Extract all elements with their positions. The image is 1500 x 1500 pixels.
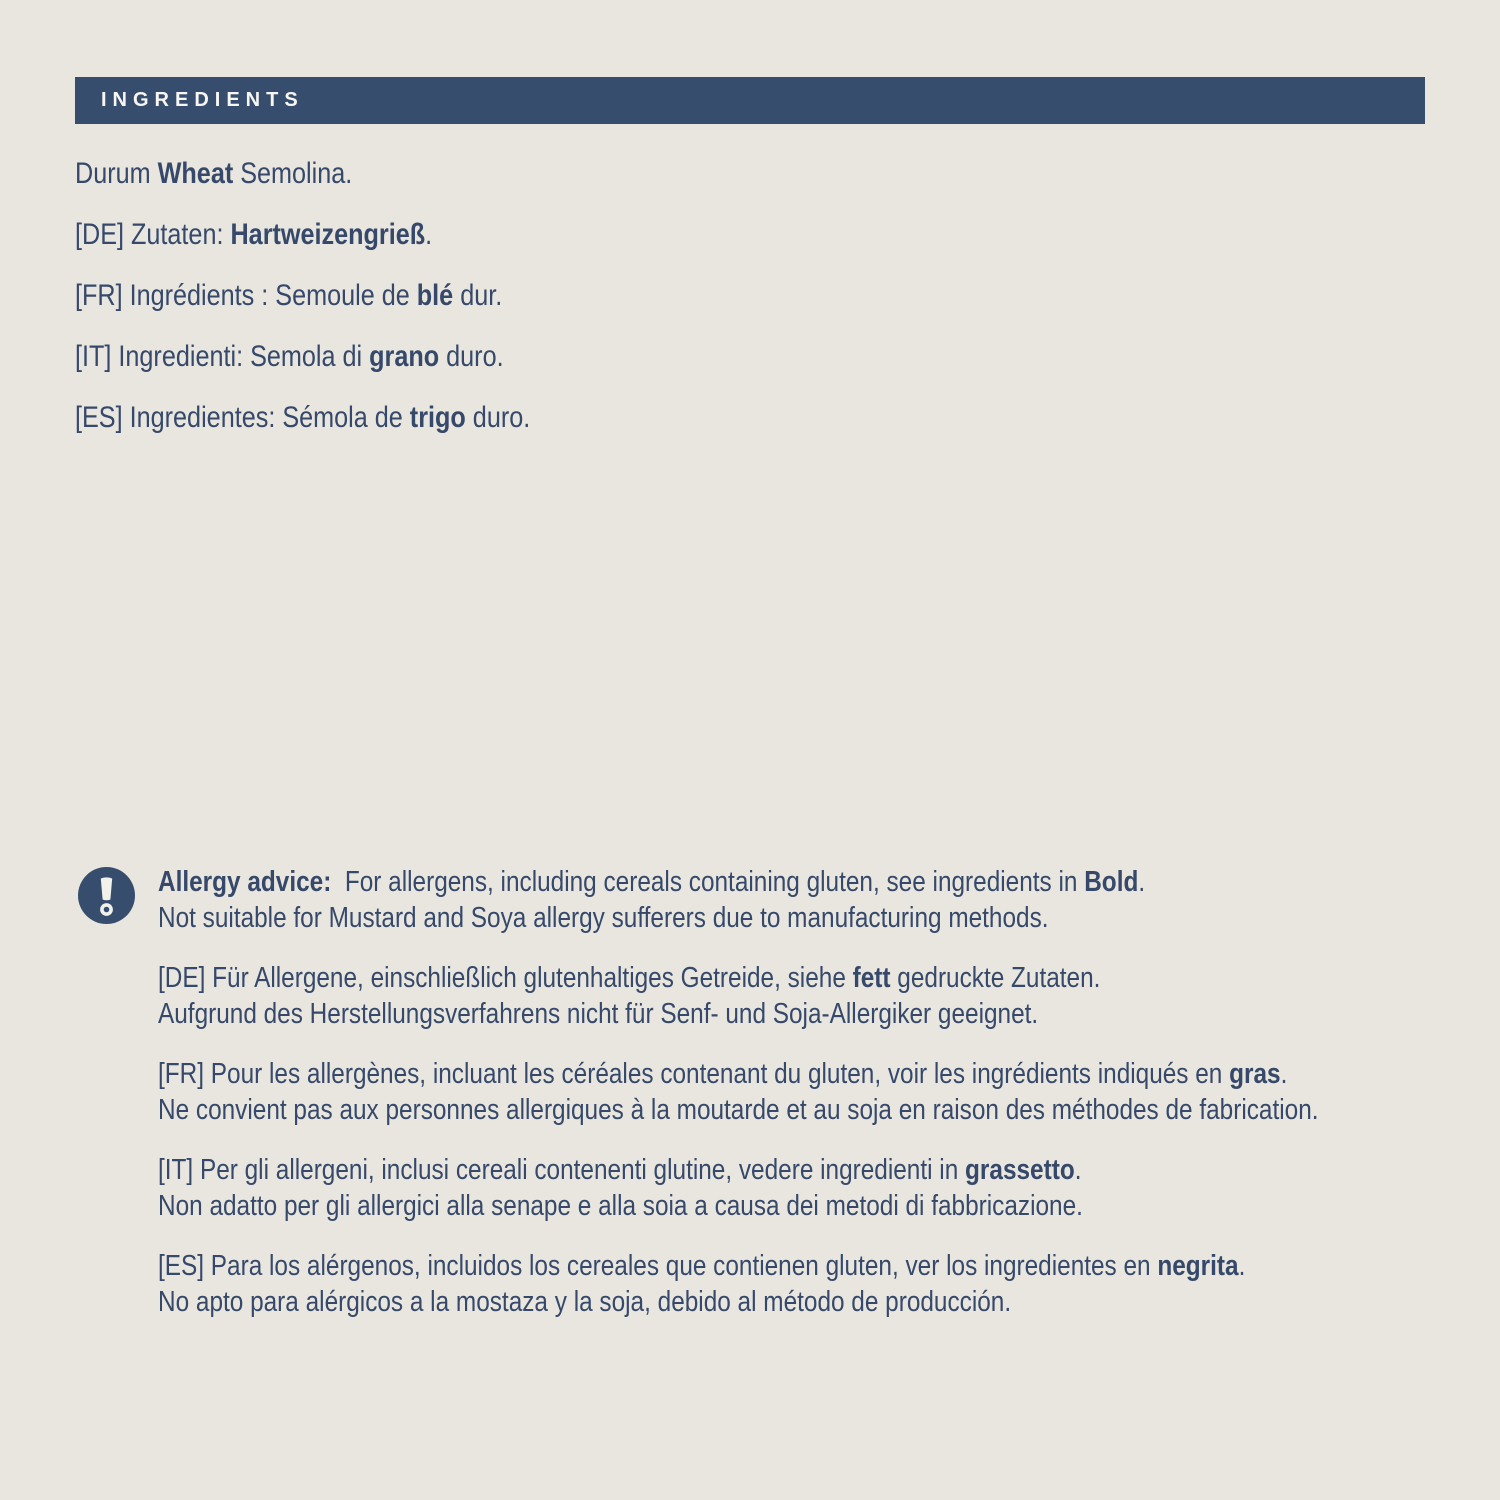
allergy-paragraphs	[158, 864, 1500, 1320]
allergy-paragraph-it	[158, 1152, 1500, 1224]
ingredients-header-bar	[75, 77, 1425, 124]
allergy-it-line-1: [IT] Per gli allergeni, inclusi cereali contenenti glutine, vedere ingredienti in grassetto.	[158, 1154, 1082, 1186]
ingredient-line-es: [ES] Ingredientes: Sémola de trigo duro.	[75, 401, 531, 434]
ingredient-line-it: [IT] Ingredienti: Semola di grano duro.	[75, 340, 504, 373]
allergy-paragraph-fr	[158, 1056, 1500, 1128]
allergy-paragraph-es	[158, 1248, 1500, 1320]
allergy-fr-line-2: Ne convient pas aux personnes allergiques à la moutarde et au soja en raison des méthodes de fabrication.	[158, 1094, 1319, 1126]
ingredient-line-de: [DE] Zutaten: Hartweizengrieß.	[75, 218, 433, 251]
allergy-advice-section	[78, 864, 1500, 1320]
allergy-de-line-1: [DE] Für Allergene, einschließlich glutenhaltiges Getreide, siehe fett gedruckte Zutaten.	[158, 962, 1101, 994]
ingredients-list	[75, 143, 617, 448]
allergy-es-line-1: [ES] Para los alérgenos, incluidos los cereales que contienen gluten, ver los ingredientes en negrita.	[158, 1250, 1246, 1282]
allergy-fr-line-1: [FR] Pour les allergènes, incluant les céréales contenant du gluten, voir les ingrédients indiqués en gras.	[158, 1058, 1288, 1090]
allergy-en-line-2: Not suitable for Mustard and Soya allergy sufferers due to manufacturing methods.	[158, 902, 1049, 934]
ingredient-line-fr: [FR] Ingrédients : Semoule de blé dur.	[75, 279, 503, 312]
ingredients-header-title: INGREDIENTS	[101, 89, 304, 111]
exclamation-icon	[78, 867, 135, 924]
allergy-es-line-2: No apto para alérgicos a la mostaza y la soja, debido al método de producción.	[158, 1286, 1012, 1318]
allergy-de-line-2: Aufgrund des Herstellungsverfahrens nicht für Senf- und Soja-Allergiker geeignet.	[158, 998, 1039, 1030]
allergy-it-line-2: Non adatto per gli allergici alla senape e alla soia a causa dei metodi di fabbricazione.	[158, 1190, 1083, 1222]
allergy-paragraph-de	[158, 960, 1500, 1032]
ingredient-line-en: Durum Wheat Semolina.	[75, 157, 353, 190]
allergy-en-line-1: Allergy advice: For allergens, including cereals containing gluten, see ingredients in Bold.	[158, 866, 1146, 898]
allergy-paragraph-en	[158, 864, 1500, 936]
